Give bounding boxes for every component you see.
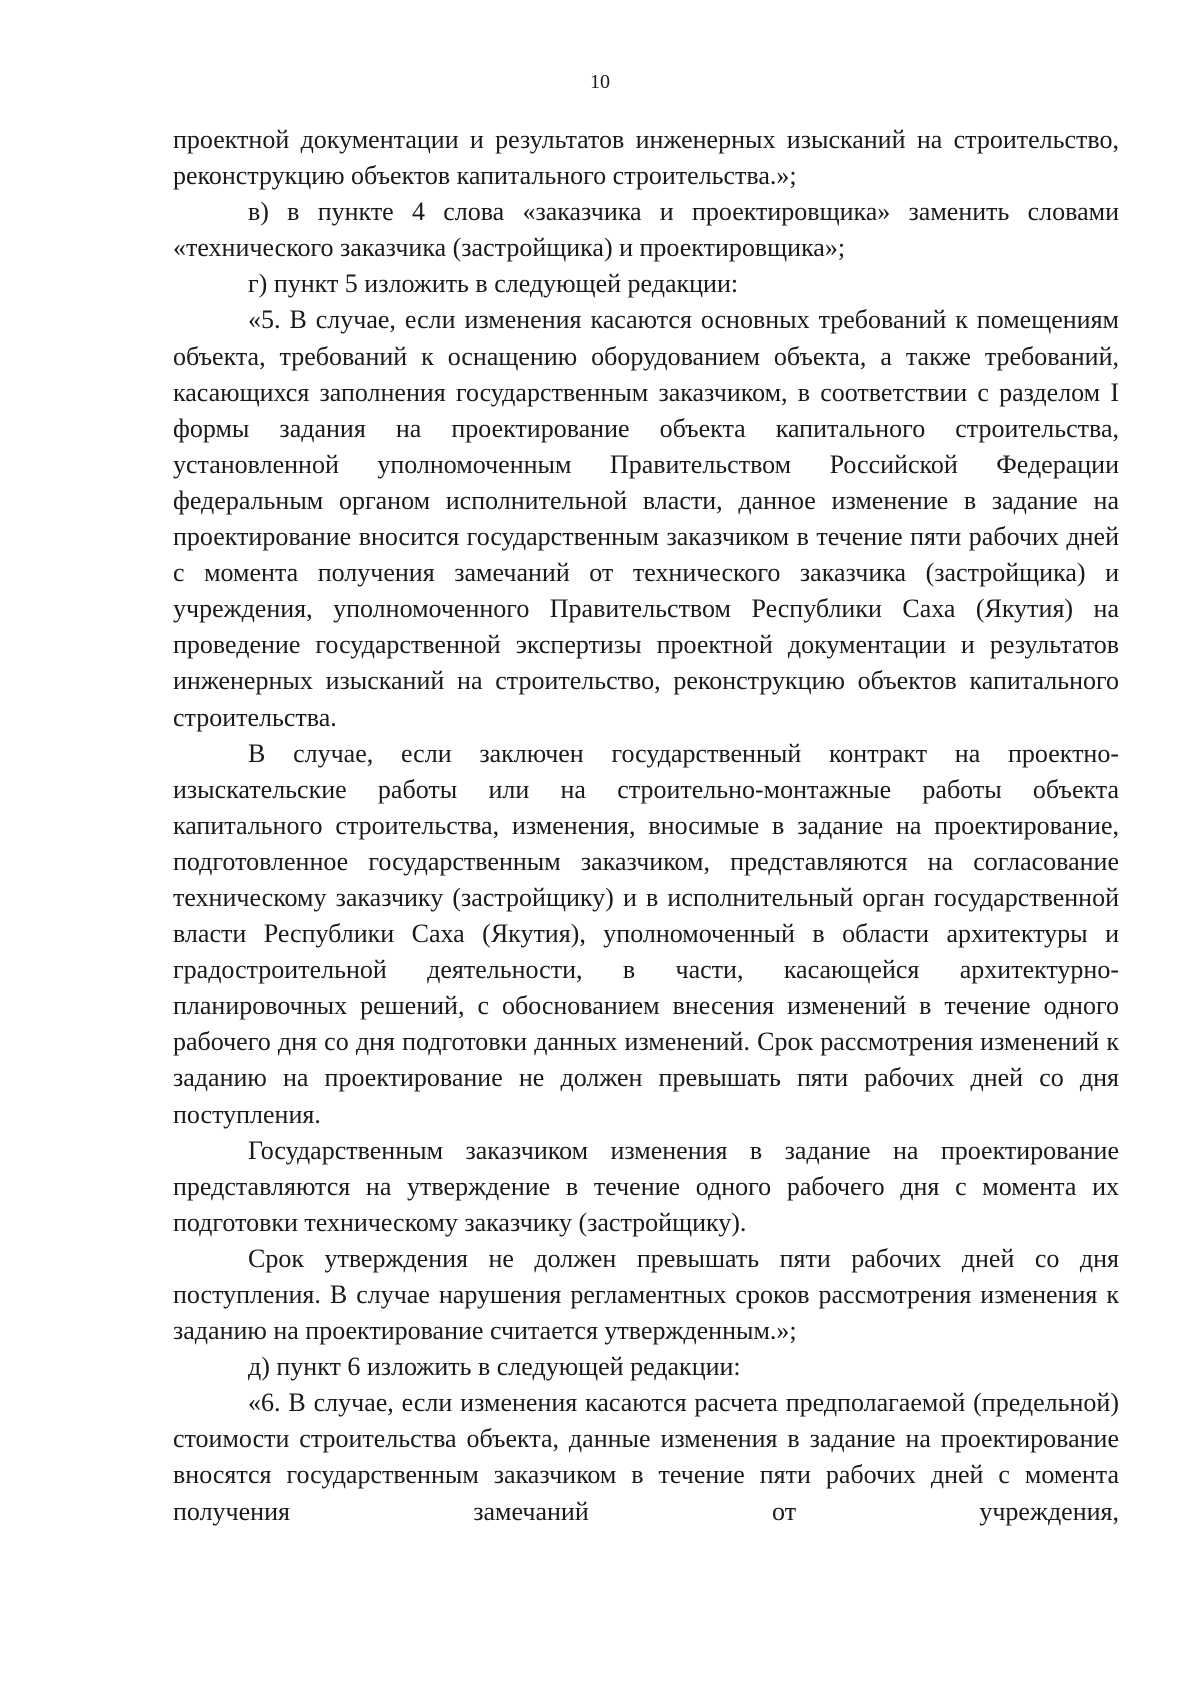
paragraph-approval: Государственным заказчиком изменения в задание на проектирование представляются на утверждение в течение одного рабочего дня с момента их подготовки техническому заказчику (застройщику). [173, 1135, 1119, 1237]
document-body [173, 122, 1119, 1530]
paragraph-point-5: «5. В случае, если изменения касаются основных требований к помещениям объекта, требований к оснащению оборудованием объекта, а также требований, касающихся заполнения государственным заказчиком, в соответствии с разделом I формы задания на проектирование объекта капитального строительства, установленной уполномоченным Правительством Российской Федерации федеральным органом исполнительной власти, данное изменение в задание на проектирование вносится государственным заказчиком в течение пяти рабочих дней с момента получения замечаний от технического заказчика (застройщика) и учреждения, уполномоченного Правительством Республики Саха (Якутия) на проведение государственной экспертизы проектной документации и результатов инженерных изысканий на строительство, реконструкцию объектов капитального строительства. [173, 305, 1119, 732]
paragraph-item-v: в) в пункте 4 слова «заказчика и проектировщика» заменить словами «технического заказчика (застройщика) и проектировщика»; [173, 197, 1119, 263]
paragraph-continuation: проектной документации и результатов инженерных изысканий на строительство, реконструкцию объектов капитального строительства.»; [173, 125, 1119, 191]
paragraph-approval-term: Срок утверждения не должен превышать пяти рабочих дней со дня поступления. В случае нарушения регламентных сроков рассмотрения изменения к заданию на проектирование считается утвержденным.»; [173, 1243, 1119, 1346]
paragraph-item-d: д) пункт 6 изложить в следующей редакции: [248, 1352, 741, 1382]
paragraph-contract-case: В случае, если заключен государственный контракт на проектно-изыскательские работы или на строительно-монтажные работы объекта капитального строительства, изменения, вносимые в задание на проектирование, подготовленное государственным заказчиком, представляются на согласование техническому заказчику (застройщику) и в исполнительный орган государственной власти Республики Саха (Якутия), уполномоченный в области архитектуры и градостроительной деятельности, в части, касающейся архитектурно-планировочных решений, с обоснованием внесения изменений в течение одного рабочего дня со дня подготовки данных изменений. Срок рассмотрения изменений к заданию на проектирование не должен превышать пяти рабочих дней со дня поступления. [173, 738, 1119, 1129]
page-number: 10 [590, 71, 610, 93]
paragraph-point-6: «6. В случае, если изменения касаются расчета предполагаемой (предельной) стоимости строительства объекта, данные изменения в задание на проектирование вносятся государственным заказчиком в течение пяти рабочих дней с момента получения замечаний от учреждения, [173, 1388, 1119, 1526]
paragraph-item-g: г) пункт 5 изложить в следующей редакции: [248, 269, 739, 299]
